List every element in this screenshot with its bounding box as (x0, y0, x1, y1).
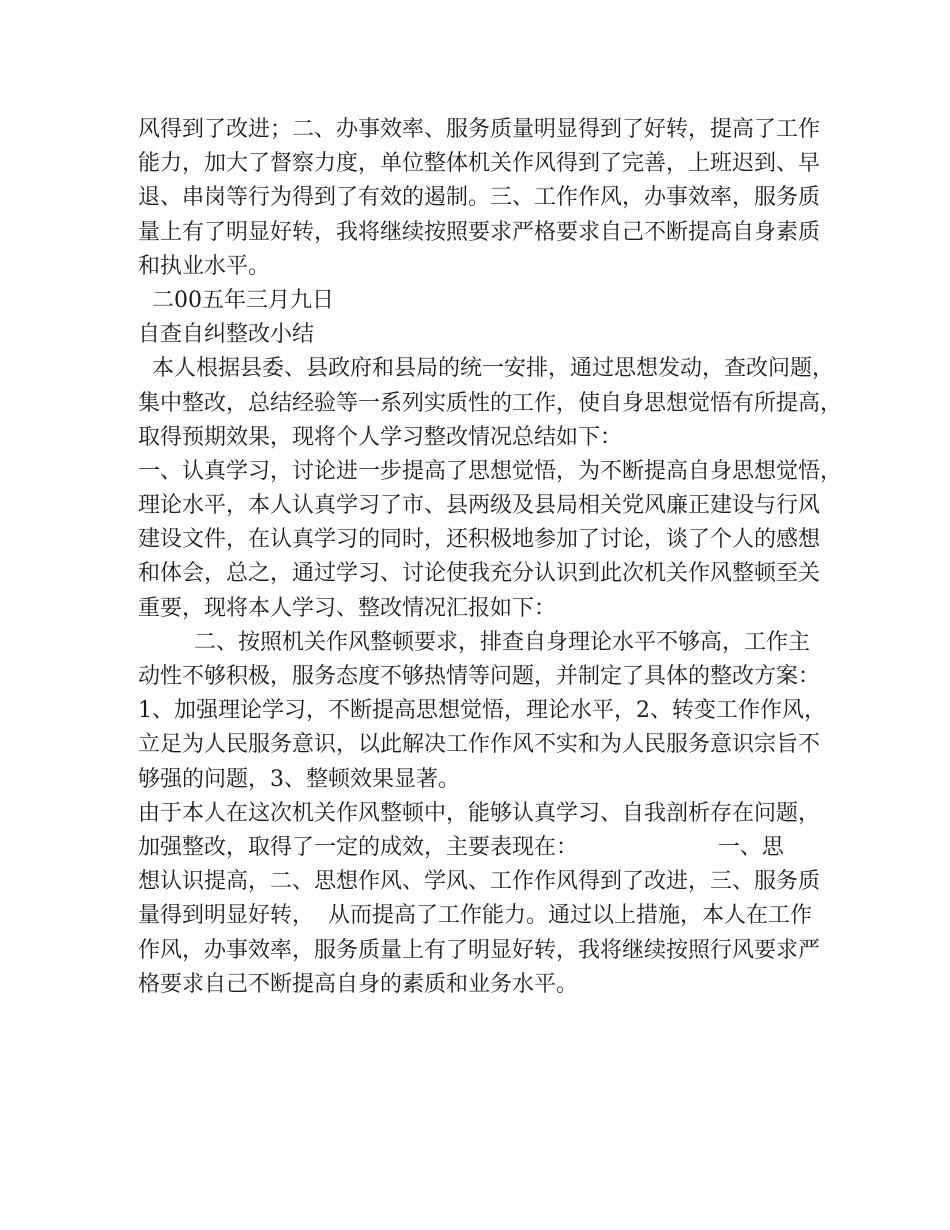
text-line: 二00五年三月九日 (138, 287, 334, 313)
paragraph-results (138, 797, 838, 1002)
paragraph-continuation (138, 113, 838, 284)
paragraph-intro (138, 352, 843, 455)
text-line: 量得到明显好转， 从而提高了工作能力。通过以上措施，本人在工作 (138, 903, 812, 929)
text-line: 由于本人在这次机关作风整顿中，能够认真学习、自我剖析存在问题， (138, 800, 821, 826)
text-line: 建设文件，在认真学习的同时，还积极地参加了讨论，谈了个人的感想 (138, 527, 821, 553)
text-line: 退、串岗等行为得到了有效的遏制。三、工作作风，办事效率，服务质 (138, 185, 821, 211)
text-line: 作风，办事效率，服务质量上有了明显好转，我将继续按照行风要求严 (138, 937, 821, 963)
text-line: 风得到了改进；二、办事效率、服务质量明显得到了好转，提高了工作 (138, 117, 821, 142)
text-line: 自查自纠整改小结 (138, 322, 315, 348)
document-body (138, 113, 843, 1002)
paragraph-section-two (138, 626, 838, 797)
text-line: 一、认真学习，讨论进一步提高了思想觉悟，为不断提高自身思想觉悟， (138, 458, 843, 484)
text-line: 集中整改，总结经验等一系列实质性的工作，使自身思想觉悟有所提高， (138, 390, 843, 416)
text-line: 和体会，总之，通过学习、讨论使我充分认识到此次机关作风整顿至关 (138, 561, 821, 587)
text-line: 量上有了明显好转，我将继续按照要求严格要求自己不断提高自身素质 (138, 219, 821, 245)
text-line: 想认识提高，二、思想作风、学风、工作作风得到了改进，三、服务质 (138, 869, 821, 895)
text-line: 和执业水平。 (138, 253, 271, 279)
text-line: 二、按照机关作风整顿要求，排查自身理论水平不够高，工作主 (138, 629, 810, 655)
paragraph-section-one (138, 455, 843, 626)
text-line: 够强的问题，3、整顿效果显著。 (138, 766, 460, 792)
text-line: 取得预期效果，现将个人学习整改情况总结如下： (138, 424, 623, 450)
text-line: 理论水平，本人认真学习了市、县两级及县局相关党风廉正建设与行风 (138, 493, 821, 519)
section-title (138, 318, 838, 352)
text-line: 动性不够积极，服务态度不够热情等问题，并制定了具体的整改方案： (138, 664, 821, 689)
text-line: 1、加强理论学习，不断提高思想觉悟，理论水平，2、转变工作作风， (138, 698, 826, 724)
text-line: 本人根据县委、县政府和县局的统一安排，通过思想发动，查改问题， (138, 356, 834, 382)
text-line: 格要求自己不断提高自身的素质和业务水平。 (138, 971, 579, 997)
text-line: 立足为人民服务意识，以此解决工作作风不实和为人民服务意识宗旨不 (138, 732, 821, 758)
date-line (138, 284, 838, 318)
text-line: 加强整改，取得了一定的成效，主要表现在： 一、思 (138, 834, 784, 860)
text-line: 能力，加大了督察力度，单位整体机关作风得到了完善，上班迟到、早 (138, 151, 821, 177)
text-line: 重要，现将本人学习、整改情况汇报如下： (138, 595, 557, 621)
